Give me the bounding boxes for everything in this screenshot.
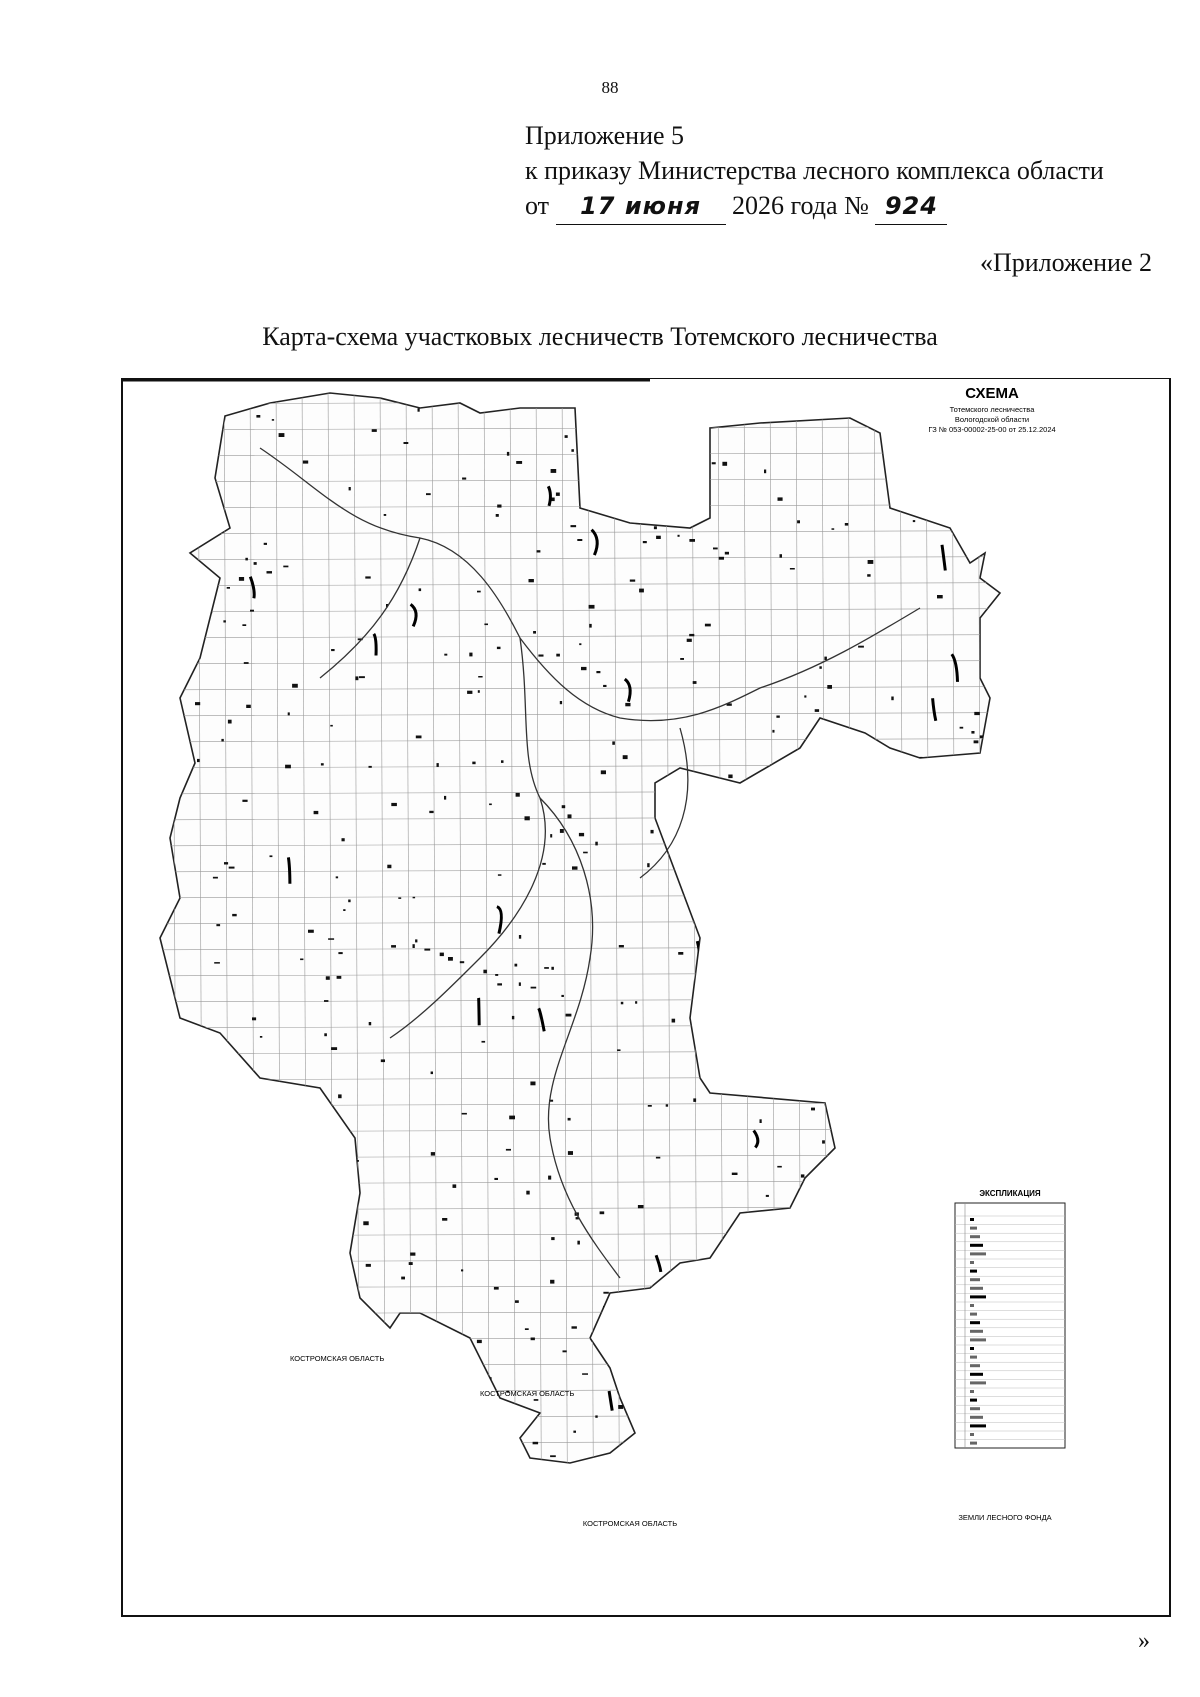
date-prefix: от [525,191,550,220]
appendix-order-reference: к приказу Министерства лесного комплекса области [525,156,1104,185]
handwritten-number: 924 [884,192,938,220]
map-title: Карта-схема участковых лесничеств Тотемского лесничества [262,322,938,351]
appendix-header [525,118,1104,225]
appendix-date-line [525,188,1104,225]
neighbor-region-label-1: КОСТРОМСКАЯ ОБЛАСТЬ [290,1354,385,1363]
legend-table [955,1189,1065,1448]
map-header-subtitle-1: Тотемского лесничества [949,405,1035,414]
map-header-subtitle-2: Вологодской области [954,415,1030,424]
annex-reference: «Приложение 2 [979,248,1152,277]
legend-title: ЭКСПЛИКАЦИЯ [979,1189,1041,1198]
page-number: 88 [601,78,619,97]
year-number-label: 2026 года № [732,191,869,220]
number-blank [875,188,947,225]
map-header-title: СХЕМА [965,385,1019,402]
land-category-label: ЗЕМЛИ ЛЕСНОГО ФОНДА [958,1513,1052,1522]
neighbor-region-label-2: КОСТРОМСКАЯ ОБЛАСТЬ [480,1389,575,1398]
appendix-title: Приложение 5 [525,121,685,150]
date-blank [556,188,726,225]
forestry-map [120,378,1172,1618]
closing-quote: » [1138,1628,1150,1654]
neighbor-region-label-3: КОСТРОМСКАЯ ОБЛАСТЬ [582,1519,678,1528]
handwritten-date: 17 июня [580,192,701,220]
map-header-subtitle-3: ГЗ № 053-00002-25-00 от 25.12.2024 [928,425,1056,434]
